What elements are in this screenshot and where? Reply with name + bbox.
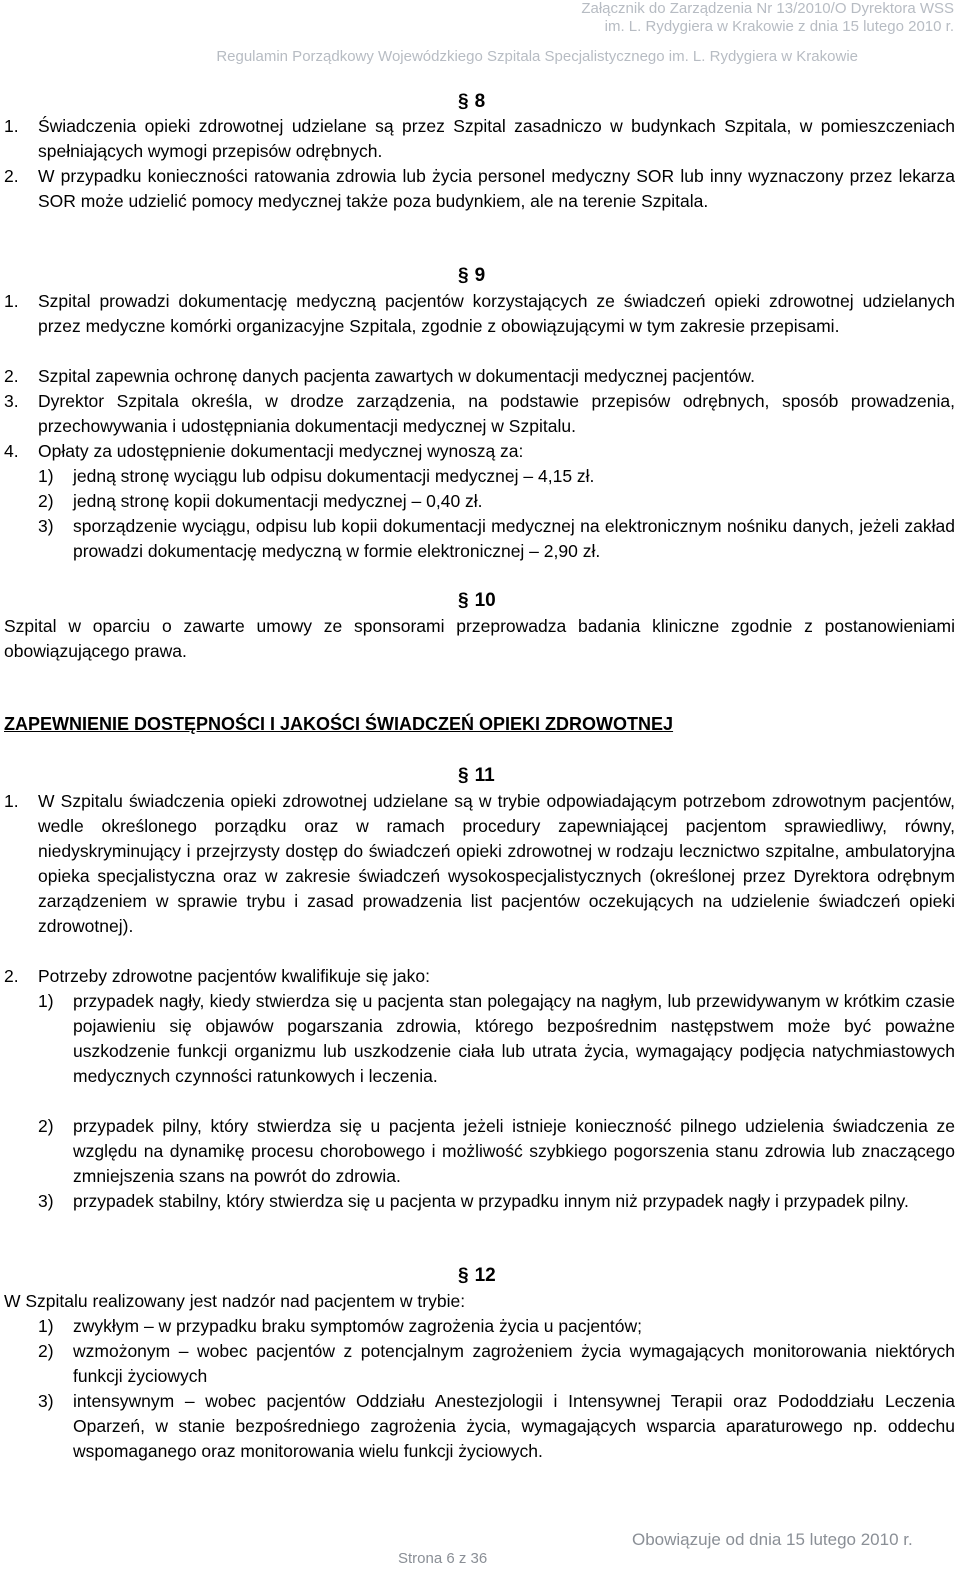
section-symbol: §	[458, 1265, 469, 1286]
paragraph: Dyrektor Szpitala określa, w drodze zarządzenia, na podstawie przepisów odrębnych, sposób prowadzenia, przechowywania i udostępniania dokumentacji medycznej w Szpitalu.	[38, 391, 955, 436]
paragraph: Szpital prowadzi dokumentację medyczną pacjentów korzystających ze świadczeń opieki zdrowotnej udzielanych przez medyczne komórki organizacyjne Szpitala, zgodnie z obowiązującymi w tym zakresie przepisami.	[38, 291, 955, 336]
item-number: 1.	[4, 291, 19, 311]
mode-item: zwykłym – w przypadku braku symptomów zagrożenia życia u pacjentów;	[73, 1316, 642, 1336]
item-number: 1.	[4, 791, 19, 811]
sub-item-number: 2)	[38, 1341, 54, 1361]
mode-item: intensywnym – wobec pacjentów Oddziału Anestezjologii i Intensywnej Terapii oraz Pododdziału Leczenia Oparzeń, w stanie bezpośredniego zagrożenia życia, wymagających wsparcia aparaturowego np. oddechu wspomaganego oraz monitorowania wielu funkcji życiowych.	[73, 1391, 955, 1461]
sub-item-number: 1)	[38, 1316, 54, 1336]
item-number: 2.	[4, 166, 19, 186]
section-symbol: §	[458, 265, 469, 286]
item-number: 2.	[4, 966, 19, 986]
paragraph: W Szpitalu realizowany jest nadzór nad pacjentem w trybie:	[4, 1291, 466, 1311]
sub-item-number: 2)	[38, 1116, 54, 1136]
fee-item: jedną stronę kopii dokumentacji medycznej – 0,40 zł.	[73, 491, 483, 511]
fee-item: sporządzenie wyciągu, odpisu lub kopii dokumentacji medycznej na elektronicznym nośniku danych, jeżeli zakład prowadzi dokumentację medyczną w formie elektronicznej – 2,90 zł.	[73, 516, 955, 561]
paragraph: Szpital w oparciu o zawarte umowy ze sponsorami przeprowadza badania kliniczne zgodnie z postanowieniami obowiązującego prawa.	[4, 616, 955, 661]
section-number: 8	[474, 91, 486, 112]
sub-item-number: 3)	[38, 516, 54, 536]
footer-valid-from: Obowiązuje od dnia 15 lutego 2010 r.	[632, 1530, 913, 1549]
fee-item: jedną stronę wyciągu lub odpisu dokumentacji medycznej – 4,15 zł.	[73, 466, 595, 486]
item-number: 2.	[4, 366, 19, 386]
paragraph: W Szpitalu świadczenia opieki zdrowotnej udzielane są w trybie odpowiadającym potrzebom zdrowotnym pacjentów, wedle określonego porządku oraz w ramach procedury zapewniającej pacjentom sprawiedliwy, równy, niedyskryminujący i przejrzysty dostęp do świadczeń opieki zdrowotnej w rodzaju lecznictwo szpitalne, ambulatoryjna opieka specjalistyczna oraz w zakresie świadczeń wysokospecjalistycznych (określonej przez Dyrektora odrębnym zarządzeniem w sprawie trybu i zasad prowadzenia list pacjentów oczekujących na udzielenie świadczeń opieki zdrowotnej).	[38, 791, 955, 936]
paragraph: Świadczenia opieki zdrowotnej udzielane są przez Szpital zasadniczo w budynkach Szpitala, w pomieszczeniach spełniających wymogi przepisów odrębnych.	[38, 116, 955, 161]
header-regulation-title: Regulamin Porządkowy Wojewódzkiego Szpitala Specjalistycznego im. L. Rydygiera w Krakowie	[216, 48, 858, 65]
item-number: 1.	[4, 116, 19, 136]
section-number: 12	[474, 1265, 496, 1286]
section-symbol: §	[458, 765, 469, 786]
sub-item-number: 2)	[38, 491, 54, 511]
footer-page-number: Strona 6 z 36	[398, 1550, 488, 1567]
section-11-heading	[458, 764, 495, 788]
sub-item-number: 1)	[38, 466, 54, 486]
mode-item: wzmożonym – wobec pacjentów z potencjalnym zagrożeniem życia wymagających monitorowania niektórych funkcji życiowych	[73, 1341, 955, 1386]
need-item: przypadek nagły, kiedy stwierdza się u pacjenta stan polegający na nagłym, lub przewidywanym w krótkim czasie pojawieniu się objawów pogarszania zdrowia, którego bezpośrednim następstwem może być poważne uszkodzenie funkcji organizmu lub uszkodzenie ciała lub utrata życia, wymagający podjęcia natychmiastowych medycznych czynności ratunkowych i leczenia.	[73, 991, 955, 1086]
header-attachment-line: Załącznik do Zarządzenia Nr 13/2010/O Dyrektora WSS	[581, 0, 954, 17]
paragraph: Opłaty za udostępnienie dokumentacji medycznej wynoszą za:	[38, 441, 524, 461]
section-9-heading	[458, 264, 485, 288]
item-number: 3.	[4, 391, 19, 411]
need-item: przypadek pilny, który stwierdza się u pacjenta jeżeli istnieje konieczność pilnego udzielenia świadczenia ze względu na dynamikę procesu chorobowego i możliwość szybkiego pogorszenia stanu zdrowia lub znaczącego zmniejszenia szans na powrót do zdrowia.	[73, 1116, 955, 1186]
sub-item-number: 3)	[38, 1391, 54, 1411]
header-date-line: im. L. Rydygiera w Krakowie z dnia 15 lutego 2010 r.	[604, 18, 954, 35]
chapter-heading: ZAPEWNIENIE DOSTĘPNOŚCI I JAKOŚCI ŚWIADCZEŃ OPIEKI ZDROWOTNEJ	[4, 714, 674, 734]
section-8-heading	[458, 90, 485, 114]
need-item: przypadek stabilny, który stwierdza się u pacjenta w przypadku innym niż przypadek nagły i przypadek pilny.	[73, 1191, 909, 1211]
sub-item-number: 1)	[38, 991, 54, 1011]
section-symbol: §	[458, 590, 469, 611]
paragraph: Potrzeby zdrowotne pacjentów kwalifikuje się jako:	[38, 966, 430, 986]
section-number: 10	[474, 590, 496, 611]
section-10-heading	[458, 589, 496, 613]
section-number: 11	[474, 765, 495, 786]
section-12-heading	[458, 1264, 496, 1288]
section-number: 9	[474, 265, 486, 286]
paragraph: W przypadku konieczności ratowania zdrowia lub życia personel medyczny SOR lub inny wyznaczony przez lekarza SOR może udzielić pomocy medycznej także poza budynkiem, ale na terenie Szpitala.	[38, 166, 955, 211]
sub-item-number: 3)	[38, 1191, 54, 1211]
paragraph: Szpital zapewnia ochronę danych pacjenta zawartych w dokumentacji medycznej pacjentów.	[38, 366, 755, 386]
section-symbol: §	[458, 91, 469, 112]
item-number: 4.	[4, 441, 19, 461]
